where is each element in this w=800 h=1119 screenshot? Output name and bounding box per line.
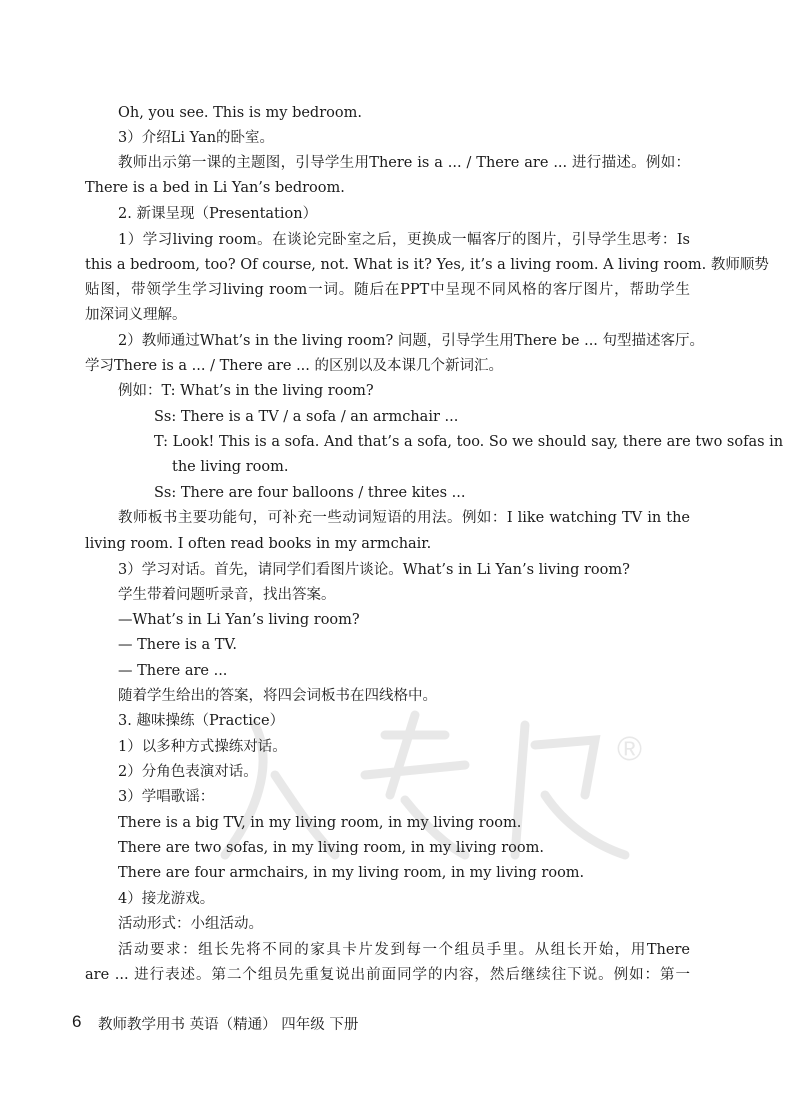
- text-line: 随着学生给出的答案，将四会词板书在四线格中。: [118, 688, 437, 704]
- chant-line: There are four armchairs, in my living room, in my living room.: [118, 865, 585, 881]
- text-line: 教师板书主要功能句，可补充一些动词短语的用法。例如：I like watching TV in the: [118, 510, 690, 526]
- text-line: 学习There is a ... / There are ... 的区别以及本课几个新词汇。: [85, 358, 503, 374]
- dialogue-line: — There is a TV.: [118, 637, 237, 653]
- text-line: 活动形式：小组活动。: [118, 916, 263, 932]
- text-line: 4）接龙游戏。: [118, 891, 215, 907]
- text-line: Oh, you see. This is my bedroom.: [118, 105, 362, 121]
- example-line: the living room.: [172, 459, 289, 475]
- text-line: 1）以多种方式操练对话。: [118, 739, 287, 755]
- text-line: 学生带着问题听录音，找出答案。: [118, 587, 336, 603]
- text-line: 2）教师通过What’s in the living room? 问题，引导学生用There be ... 句型描述客厅。: [118, 333, 705, 349]
- text-line: 贴图，带领学生学习living room一词。随后在PPT中呈现不同风格的客厅图片，帮助学生: [85, 282, 690, 298]
- chant-line: There is a big TV, in my living room, in my living room.: [118, 815, 522, 831]
- dialogue-line: — There are ...: [118, 663, 228, 679]
- chant-line: There are two sofas, in my living room, in my living room.: [118, 840, 544, 856]
- text-line: 活动要求：组长先将不同的家具卡片发到每一个组员手里。从组长开始，用There: [118, 942, 690, 958]
- page-number: 6: [72, 1012, 82, 1031]
- text-line: 教师出示第一课的主题图，引导学生用There is a ... / There are ... 进行描述。例如：: [118, 155, 690, 171]
- text-line: 2）分角色表演对话。: [118, 764, 258, 780]
- text-line: living room. I often read books in my armchair.: [85, 536, 432, 552]
- text-line: 1）学习living room。在谈论完卧室之后，更换成一幅客厅的图片，引导学生思考：Is: [118, 232, 690, 248]
- text-line: this a bedroom, too? Of course, not. What is it? Yes, it’s a living room. A living room. 教师顺势: [85, 257, 769, 273]
- text-line: 3）介绍Li Yan的卧室。: [118, 130, 275, 146]
- text-line: 3）学习对话。首先，请同学们看图片谈论。What’s in Li Yan’s living room?: [118, 562, 630, 578]
- text-line: are ... 进行表述。第二个组员先重复说出前面同学的内容，然后继续往下说。例如：第一: [85, 967, 690, 983]
- example-line: T: Look! This is a sofa. And that’s a sofa, too. So we should say, there are two sofas in: [154, 434, 784, 450]
- book-title-footer: 教师教学用书 英语（精通） 四年级 下册: [98, 1017, 359, 1033]
- section-heading: 2. 新课呈现（Presentation）: [118, 206, 318, 222]
- text-line: There is a bed in Li Yan’s bedroom.: [85, 180, 345, 196]
- section-heading: 3. 趣味操练（Practice）: [118, 713, 285, 729]
- dialogue-line: —What’s in Li Yan’s living room?: [118, 612, 360, 628]
- example-line: 例如：T: What’s in the living room?: [118, 383, 374, 399]
- example-line: Ss: There is a TV / a sofa / an armchair ...: [154, 409, 459, 425]
- text-line: 3）学唱歌谣：: [118, 789, 215, 805]
- example-line: Ss: There are four balloons / three kites ...: [154, 485, 466, 501]
- svg-text:®: ®: [617, 730, 643, 768]
- text-line: 加深词义理解。: [85, 307, 187, 323]
